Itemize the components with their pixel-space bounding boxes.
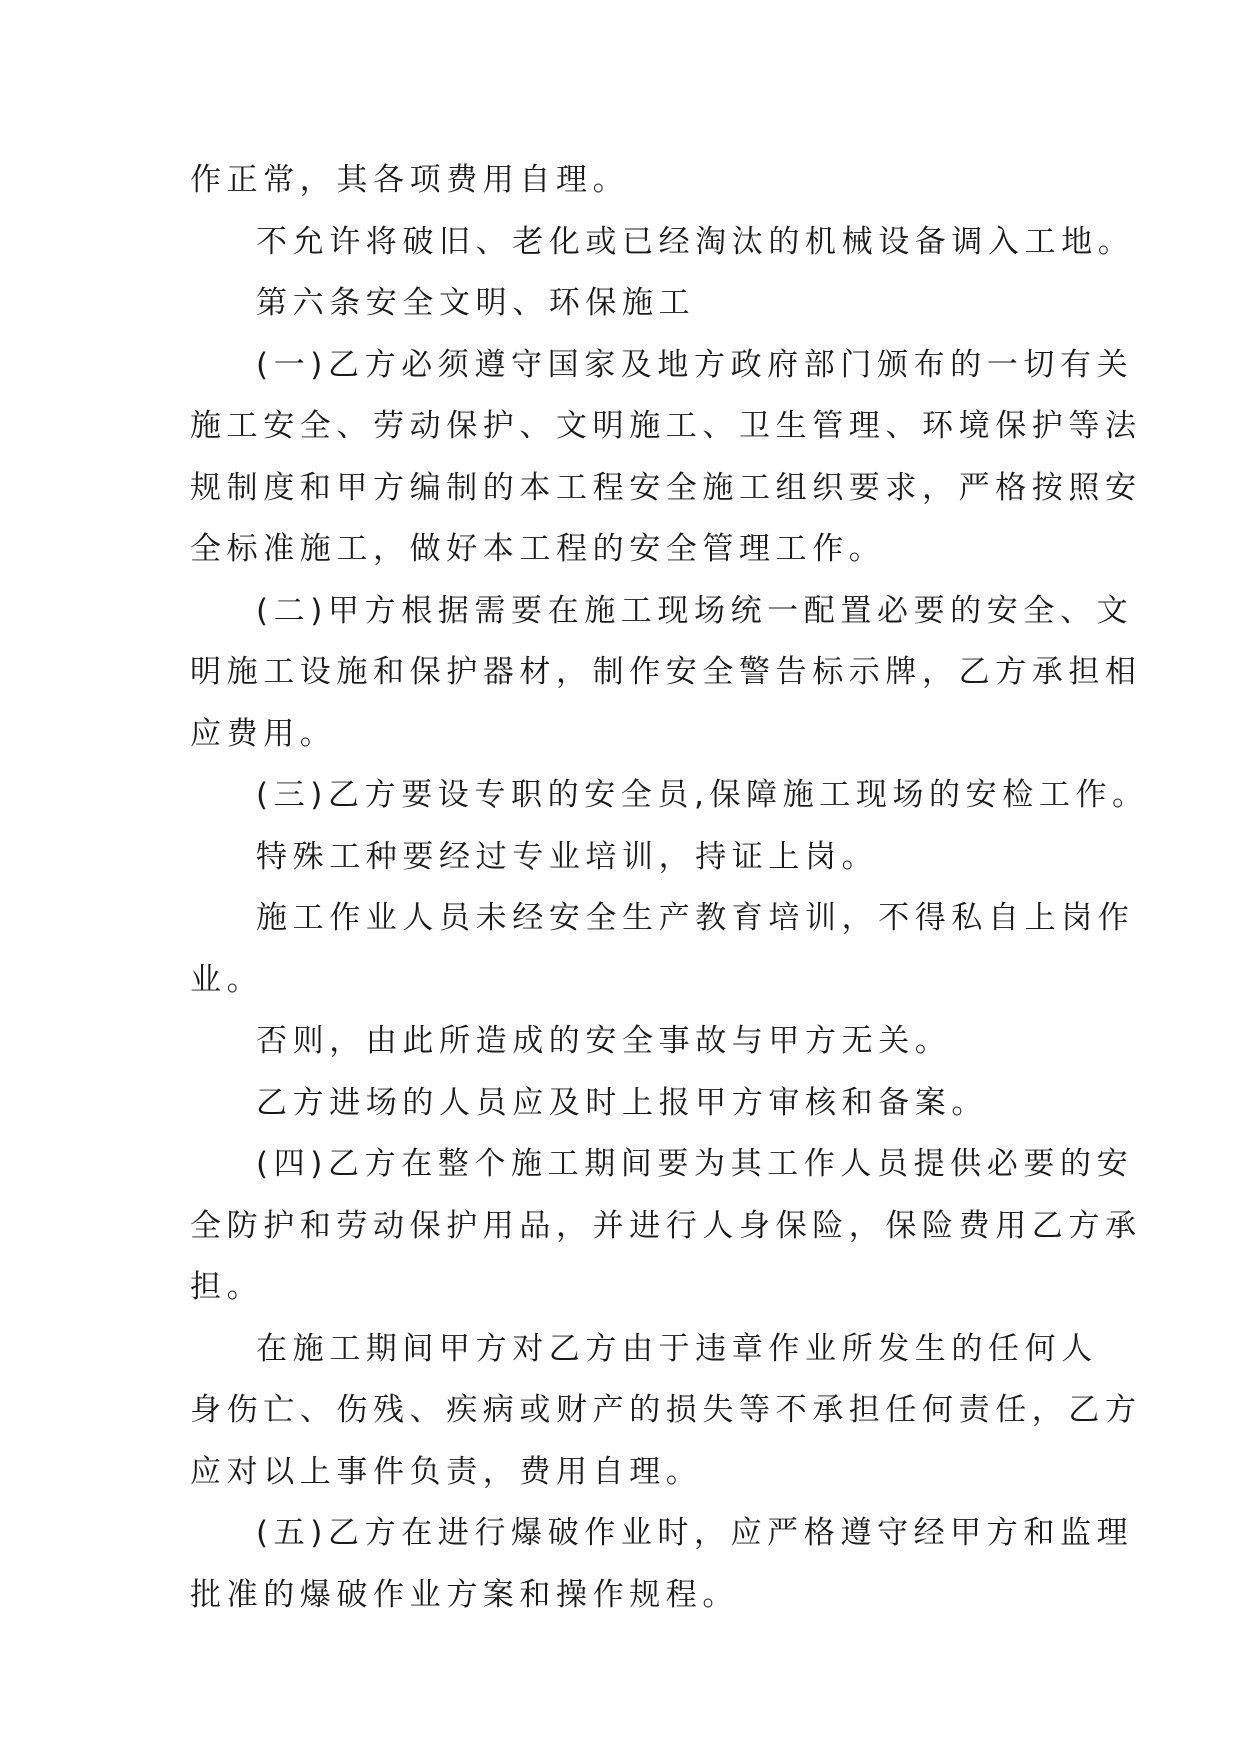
text-line: 身伤亡、伤残、疾病或财产的损失等不承担任何责任，乙方 [190,1392,1142,1428]
text-line: 乙方进场的人员应及时上报甲方审核和备案。 [256,1084,988,1121]
text-line: (一)乙方必须遵守国家及地方政府部门颁布的一切有关 [256,346,1134,383]
text-line: (五)乙方在进行爆破作业时，应严格遵守经甲方和监理 [256,1515,1134,1551]
text-line: 批准的爆破作业方案和操作规程。 [190,1576,739,1613]
text-line: 在施工期间甲方对乙方由于违章作业所发生的任何人 [256,1330,1098,1367]
text-line: 业。 [190,961,264,998]
text-line: 施工安全、劳动保护、文明施工、卫生管理、环境保护等法 [190,408,1142,444]
text-line: 担。 [190,1269,264,1305]
text-line: 特殊工种要经过专业培训，持证上岗。 [256,838,879,875]
text-line: 否则，由此所造成的安全事故与甲方无关。 [256,1023,952,1059]
text-line: 应费用。 [190,715,337,752]
text-line: 应对以上事件负责，费用自理。 [190,1453,703,1490]
text-line: 明施工设施和保护器材，制作安全警告标示牌，乙方承担相 [190,654,1142,690]
text-line: 全标准施工，做好本工程的安全管理工作。 [190,531,886,567]
section-heading: 第六条安全文明、环保施工 [256,285,696,321]
text-line: (三)乙方要设专职的安全员,保障施工现场的安检工作。 [256,777,1149,813]
document-body [190,150,1149,1626]
text-line: 不允许将破旧、老化或已经淘汰的机械设备调入工地。 [256,223,1135,260]
text-line: 规制度和甲方编制的本工程安全施工组织要求，严格按照安 [190,469,1142,506]
text-line: (四)乙方在整个施工期间要为其工作人员提供必要的安 [256,1146,1134,1182]
text-line: (二)甲方根据需要在施工现场统一配置必要的安全、文 [256,592,1134,629]
text-line: 施工作业人员未经安全生产教育培训，不得私自上岗作 [256,900,1135,936]
text-line: 全防护和劳动保护用品，并进行人身保险，保险费用乙方承 [190,1207,1142,1244]
text-line: 作正常，其各项费用自理。 [190,162,630,198]
